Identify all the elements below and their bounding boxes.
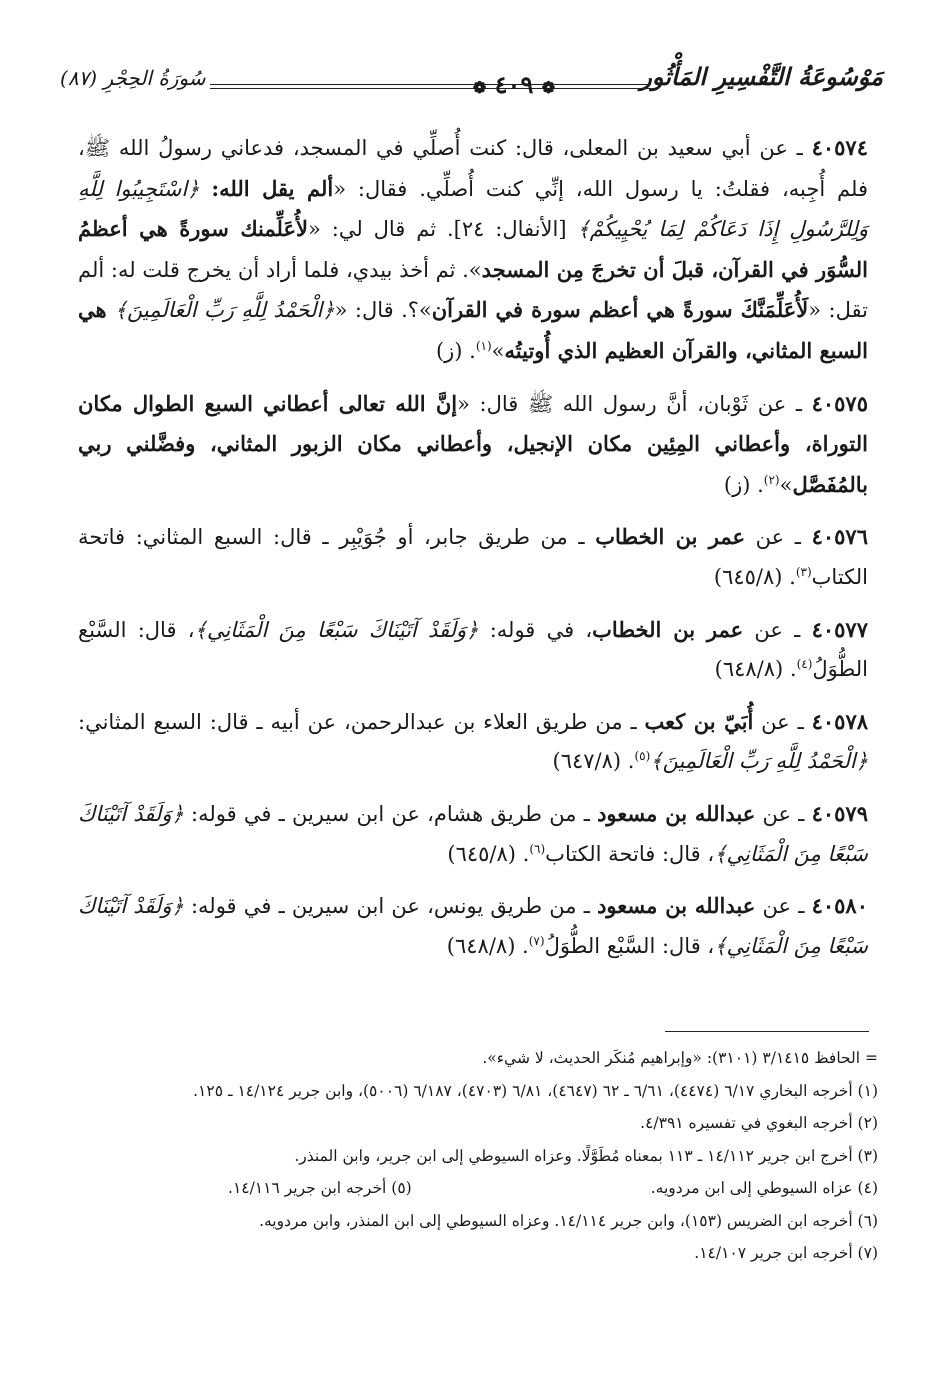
entry-4 <box>78 610 868 690</box>
page-header <box>60 58 883 104</box>
body-text: ، قال: السَّبْع الطُّوَلُ <box>544 933 715 958</box>
body-text: . (٦٤٥/٨) <box>447 841 530 866</box>
footnote-ref: (٢) <box>763 472 780 487</box>
entry-number: ٤٠٥٧٦ <box>811 524 868 550</box>
footnote-ref: (٧) <box>528 933 545 948</box>
entry-7 <box>78 886 868 966</box>
entry-number: ٤٠٥٨٠ <box>811 893 868 919</box>
footnote-ref: (٤) <box>796 657 813 672</box>
bold-text: عبدالله بن مسعود <box>597 800 756 826</box>
entry-5 <box>78 702 868 782</box>
entry-number: ٤٠٥٧٤ <box>811 135 868 160</box>
footnote-ref: (٦) <box>529 841 546 856</box>
bold-text: عبدالله بن مسعود <box>597 893 756 919</box>
body-text: . (٦٤٨/٨) <box>714 657 797 682</box>
body-text: . (٦٤٥/٨) <box>713 564 796 589</box>
footnote-continuation: = الحافظ ٣/١٤١٥ (٣١٠١): «وإبراهيم مُنكَر الحديث، لا شيء». <box>482 1049 878 1067</box>
bold-text: لأُعَلِّمنك سورةً هي أعظمُ السُّوَر في القرآن، قبلَ أن تخرجَ مِن المسجد <box>78 216 869 282</box>
quran-verse: ﴿الْحَمْدُ لِلَّهِ رَبِّ الْعَالَمِينَ﴾ <box>650 749 868 774</box>
body-text: ـ من طريق جابر، أو جُوَيْبِر ـ قال: السبع المثاني: فاتحة الكتاب <box>78 525 868 589</box>
footnote-ref: (١) <box>475 338 492 353</box>
entry-2 <box>78 384 868 506</box>
body-text: »؟. قال: « <box>334 298 432 323</box>
page-number-block <box>452 70 576 99</box>
entry-1 <box>78 128 868 372</box>
footnote-4: (٤) عزاه السيوطي إلى ابن مردويه. <box>650 1179 878 1197</box>
bold-text: لَأُعَلِّمَنَّكَ سورةً هي أعظم سورة في القرآن <box>431 297 809 323</box>
footnotes <box>78 1044 878 1272</box>
ornament-icon: ❁ <box>472 78 487 97</box>
entry-number: ٤٠٥٧٥ <box>811 390 868 416</box>
bold-text: ألم يقل الله: <box>211 175 334 201</box>
main-text <box>78 128 868 978</box>
bold-text: هي السبع المثاني، والقرآن العظيم الذي أُوتيتُه <box>78 297 868 363</box>
body-text: [الأنفال: ٢٤]. ثم قال لي: « <box>308 217 578 242</box>
quran-verse: ﴿الْحَمْدُ لِلَّهِ رَبِّ الْعَالَمِينَ﴾ <box>114 298 335 323</box>
body-text: . (٦٤٧/٨) <box>552 749 635 774</box>
footnote-row-4-5 <box>78 1174 878 1204</box>
body-text: ـ عن أبي سعيد بن المعلى، قال: كنت أُصلِّي في المسجد، فدعاني رسولُ الله ﷺ، فلم أُجِبه، فقلتُ: يا رسول الله، إنِّي كنت أُصلِّي. فقال: « <box>78 136 869 201</box>
entry-3 <box>78 517 868 597</box>
bold-text: عمر بن الخطاب <box>595 524 746 550</box>
quran-verse: ﴿اسْتَجِيبُوا لِلَّهِ وَلِلرَّسُولِ إِذَا دَعَاكُمْ لِمَا يُحْيِيكُمْ﴾ <box>78 176 868 242</box>
footnote-2: (٢) أخرجه البغوي في تفسيره ٤/٣٩١. <box>640 1114 878 1132</box>
body-text: » <box>779 472 793 497</box>
footnote-3: (٣) أخرج ابن جرير ١٤/١١٢ ـ ١١٣ بمعناه مُطَوَّلًا. وعزاه السيوطي إلى ابن جرير، وابن المنذر. <box>294 1146 878 1165</box>
quran-verse: ﴿وَلَقَدْ آتَيْنَاكَ سَبْعًا مِنَ الْمَثَانِي﴾ <box>194 617 479 642</box>
bold-text: عمر بن الخطاب <box>592 616 744 642</box>
bold-text: إنَّ الله تعالى أعطاني السبع الطوال مكان التوراة، وأعطاني المِئِين مكان الإنجيل، وأعطاني مكان الزبور المثاني، وفضَّلني ربي بالمُفَصَّل <box>78 390 868 497</box>
body-text: ـ عن <box>753 709 812 734</box>
body-text: ـ من طريق هشام، عن ابن سيرين ـ في قوله: <box>183 801 598 826</box>
entry-number: ٤٠٥٧٨ <box>811 708 869 734</box>
bold-text: أُبَيّ بن كعب <box>644 708 754 734</box>
page-number: ٤٠٩ <box>494 70 534 99</box>
footnote-1: (١) أخرجه البخاري ٦/١٧ (٤٤٧٤)، ٦/٦١ ـ ٦٢ (٤٦٤٧)، ٦/٨١ (٤٧٠٣)، ٦/١٨٧ (٥٠٠٦)، وابن جرير ١٤/١٢٤ ـ ١٢٥. <box>193 1081 878 1100</box>
surah-title: سُورَةُ الحِجْرِ (٨٧) <box>60 66 206 90</box>
book-title: مَوْسُوعَةُ التَّفْسِيرِ المَأْثُور <box>640 62 883 91</box>
body-text: ، في قوله: <box>478 617 593 642</box>
entry-number: ٤٠٥٧٩ <box>811 800 868 826</box>
header-rule-left <box>210 84 438 89</box>
entry-number: ٤٠٥٧٧ <box>811 616 868 642</box>
body-text: . (ز) <box>435 338 476 363</box>
footnote-7: (٧) أخرجه ابن جرير ١٤/١٠٧. <box>694 1244 878 1262</box>
body-text: » <box>491 338 505 363</box>
body-text: ، قال: السَّبْع الطُّوَلُ <box>78 617 868 682</box>
body-text: ـ عن ثَوْبان، أنَّ رسول الله ﷺ قال: « <box>457 391 812 416</box>
body-text: ـ عن <box>755 894 812 919</box>
body-text: ـ عن <box>745 525 812 550</box>
body-text: ، قال: فاتحة الكتاب <box>545 841 715 866</box>
footnote-5: (٥) أخرجه ابن جرير ١٤/١١٦. <box>228 1179 412 1197</box>
body-text: ». ثم أخذ بيدي، فلما أراد أن يخرج قلت له: ألم تقل: « <box>78 257 868 323</box>
footnote-separator <box>665 1031 869 1032</box>
footnote-ref: (٥) <box>634 749 651 764</box>
body-text: ـ من طريق العلاء بن عبدالرحمن، عن أبيه ـ قال: السبع المثاني: <box>78 709 645 734</box>
footnote-6: (٦) أخرجه ابن الضريس (١٥٣)، وابن جرير ١٤/١١٤. وعزاه السيوطي إلى ابن المنذر، وابن مردويه. <box>259 1211 878 1230</box>
footnote-ref: (٣) <box>795 564 812 579</box>
ornament-icon: ❁ <box>541 78 556 97</box>
body-text: . (٦٤٨/٨) <box>446 933 529 958</box>
quran-verse: ﴿وَلَقَدْ آتَيْنَاكَ سَبْعًا مِنَ الْمَثَانِي﴾ <box>78 894 868 958</box>
body-text: ـ عن <box>755 801 812 826</box>
body-text: . (ز) <box>723 472 764 497</box>
quran-verse: ﴿وَلَقَدْ آتَيْنَاكَ سَبْعًا مِنَ الْمَثَانِي﴾ <box>78 801 868 866</box>
body-text: ـ من طريق يونس، عن ابن سيرين ـ في قوله: <box>183 894 598 919</box>
entry-6 <box>78 794 868 874</box>
body-text: ـ عن <box>743 617 812 642</box>
